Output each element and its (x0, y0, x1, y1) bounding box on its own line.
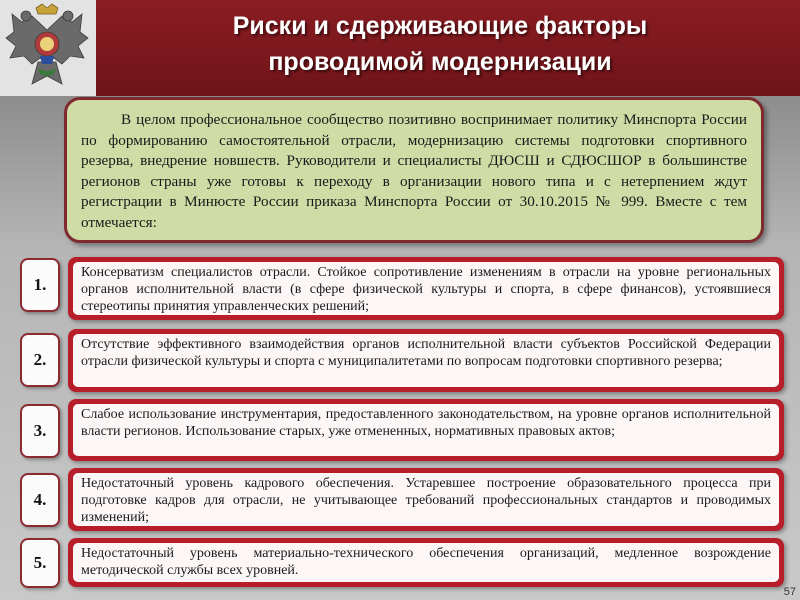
list-item (68, 399, 784, 461)
item-number: 3. (20, 404, 60, 458)
page-number: 57 (783, 586, 796, 598)
item-number: 5. (20, 538, 60, 588)
list-item (68, 538, 784, 587)
item-text: Недостаточный уровень материально-технического обеспечения организаций, медленное возрождение методической службы всех уровней. (73, 543, 779, 582)
list-item (68, 257, 784, 320)
item-text: Слабое использование инструментария, предоставленного законодательством, на уровне органов исполнительной власти регионов. Использование старых, уже отмененных, нормативных правовых актов; (73, 404, 779, 456)
intro-text: В целом профессиональное сообщество позитивно воспринимает политику Минспорта России по формированию самостоятельной отрасли, модернизацию системы подготовки спортивного резерва, внедрение новшеств. Руководители и специалисты ДЮСШ и СДЮСШОР в большинстве регионов страны уже готовы к переходу в организации нового типа и с нетерпением ждут регистрации в Минюсте России приказа Минспорта России от 30.10.2015 № 999. Вместе с тем отмечается: (81, 111, 747, 231)
title-line-2: проводимой модернизации (268, 48, 612, 76)
title-line-1: Риски и сдерживающие факторы (232, 12, 648, 40)
item-text: Недостаточный уровень кадрового обеспечения. Устаревшее построение образовательного процесса при подготовке кадров для отрасли, не учитывающее требований профессиональных стандартов и проводимых изменений; (73, 473, 779, 526)
intro-box (64, 97, 764, 243)
list-item (68, 468, 784, 531)
list-item (68, 329, 784, 392)
emblem-area (0, 0, 96, 96)
emblem-icon (2, 2, 92, 94)
item-number: 2. (20, 333, 60, 387)
item-text: Отсутствие эффективного взаимодействия органов исполнительной власти субъектов Российской Федерации отрасли физической культуры и спорта с муниципалитетами по вопросам подготовки спортивного резерва; (73, 334, 779, 387)
item-number: 4. (20, 473, 60, 527)
item-text: Консерватизм специалистов отрасли. Стойкое сопротивление изменениям в отрасли на уровне региональных органов исполнительной власти (в сфере физической культуры и спорта, в сфере финансов), устоявшиеся стереотипы принятия управленческих решений; (73, 262, 779, 315)
page-title (100, 8, 780, 88)
item-number: 1. (20, 258, 60, 312)
